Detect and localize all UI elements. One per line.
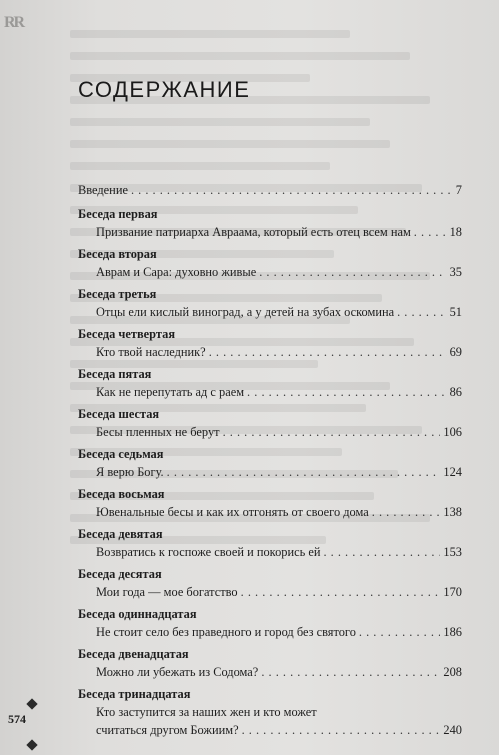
corner-mark: RR [4, 14, 24, 31]
diamond-ornament-bottom [26, 739, 37, 750]
toc-entry-subtitle: Кто твой наследник? [96, 345, 206, 359]
toc-entry-page: 18 [449, 225, 462, 239]
toc-entry-3[interactable] [78, 286, 462, 321]
toc-entry-page: 69 [449, 345, 462, 359]
toc-entry-2[interactable] [78, 246, 462, 281]
toc-entry-heading: Беседа тринадцатая [78, 687, 191, 701]
toc-entry-1[interactable] [78, 206, 462, 241]
toc-entry-7[interactable] [78, 446, 462, 481]
page-number: 574 [8, 712, 26, 726]
toc-entry-page: 35 [449, 265, 462, 279]
toc-entry-12[interactable] [78, 646, 462, 681]
dot-leader [359, 623, 441, 641]
toc-intro[interactable] [78, 181, 462, 199]
toc-entry-subtitle: Ювенальные бесы и как их отгонять от своего дома [96, 505, 369, 519]
toc-intro-page: 7 [455, 183, 462, 197]
toc-entry-heading: Беседа девятая [78, 527, 163, 541]
diamond-ornament-top [26, 698, 37, 709]
toc-entry-page: 138 [443, 505, 462, 519]
dot-leader [167, 463, 441, 481]
toc-entry-5[interactable] [78, 366, 462, 401]
dot-leader [209, 343, 447, 361]
toc-entry-8[interactable] [78, 486, 462, 521]
toc-entry-page: 240 [443, 723, 462, 737]
toc-entry-page: 186 [443, 625, 462, 639]
toc-entry-13[interactable] [78, 686, 462, 739]
toc-intro-label: Введение [78, 183, 128, 197]
toc-entry-heading: Беседа четвертая [78, 327, 176, 341]
toc-entry-subtitle: Призвание патриарха Авраама, который есть отец всем нам [96, 225, 411, 239]
toc-entry-subtitle: Как не перепутать ад с раем [96, 385, 245, 399]
toc-entry-heading: Беседа вторая [78, 247, 157, 261]
toc-entry-11[interactable] [78, 606, 462, 641]
dot-leader [323, 543, 440, 561]
toc-entries [78, 206, 462, 681]
dot-leader [372, 503, 441, 521]
toc-entry-subtitle: Возвратись к госпоже своей и покорись ей [96, 545, 321, 559]
toc-entry-heading: Беседа двенадцатая [78, 647, 189, 661]
toc-entry-4[interactable] [78, 326, 462, 361]
dot-leader [397, 303, 447, 321]
page-title: СОДЕРЖАНИЕ [78, 77, 251, 102]
dot-leader [414, 223, 447, 241]
toc-entry-subtitle: Мои года — мое богатство [96, 585, 238, 599]
toc-entry-subtitle-line1: Кто заступится за наших жен и кто может [96, 705, 317, 719]
toc-entry-subtitle: Можно ли убежать из Содома? [96, 665, 259, 679]
dot-leader [261, 663, 440, 681]
toc-entry-page: 153 [443, 545, 462, 559]
toc-entry-subtitle: Аврам и Сара: духовно живые [96, 265, 257, 279]
dot-leader [241, 583, 441, 601]
toc-entry-heading: Беседа шестая [78, 407, 160, 421]
toc-entry-page: 124 [443, 465, 462, 479]
toc-entry-subtitle-line2: считаться другом Божиим? [96, 723, 239, 737]
toc-entry-subtitle: Я верю Богу. [96, 465, 164, 479]
toc-entry-subtitle: Отцы ели кислый виноград, а у детей на зубах оскомина [96, 305, 395, 319]
table-of-contents [78, 181, 462, 744]
toc-entry-heading: Беседа одиннадцатая [78, 607, 197, 621]
toc-entry-9[interactable] [78, 526, 462, 561]
toc-entry-heading: Беседа пятая [78, 367, 152, 381]
toc-entry-heading: Беседа третья [78, 287, 157, 301]
dot-leader [247, 383, 447, 401]
toc-entry-heading: Беседа первая [78, 207, 158, 221]
toc-entry-page: 106 [443, 425, 462, 439]
toc-entry-heading: Беседа седьмая [78, 447, 164, 461]
toc-entry-subtitle: Не стоит село без праведного и город без святого [96, 625, 356, 639]
dot-leader [131, 181, 453, 199]
toc-entry-heading: Беседа восьмая [78, 487, 165, 501]
toc-entry-page: 51 [449, 305, 462, 319]
toc-entry-6[interactable] [78, 406, 462, 441]
toc-entry-page: 170 [443, 585, 462, 599]
toc-entry-10[interactable] [78, 566, 462, 601]
toc-entry-subtitle: Бесы пленных не берут [96, 425, 220, 439]
toc-entry-page: 208 [443, 665, 462, 679]
dot-leader [223, 423, 441, 441]
toc-entry-page: 86 [449, 385, 462, 399]
dot-leader [259, 263, 446, 281]
toc-entry-heading: Беседа десятая [78, 567, 162, 581]
dot-leader [242, 721, 441, 739]
